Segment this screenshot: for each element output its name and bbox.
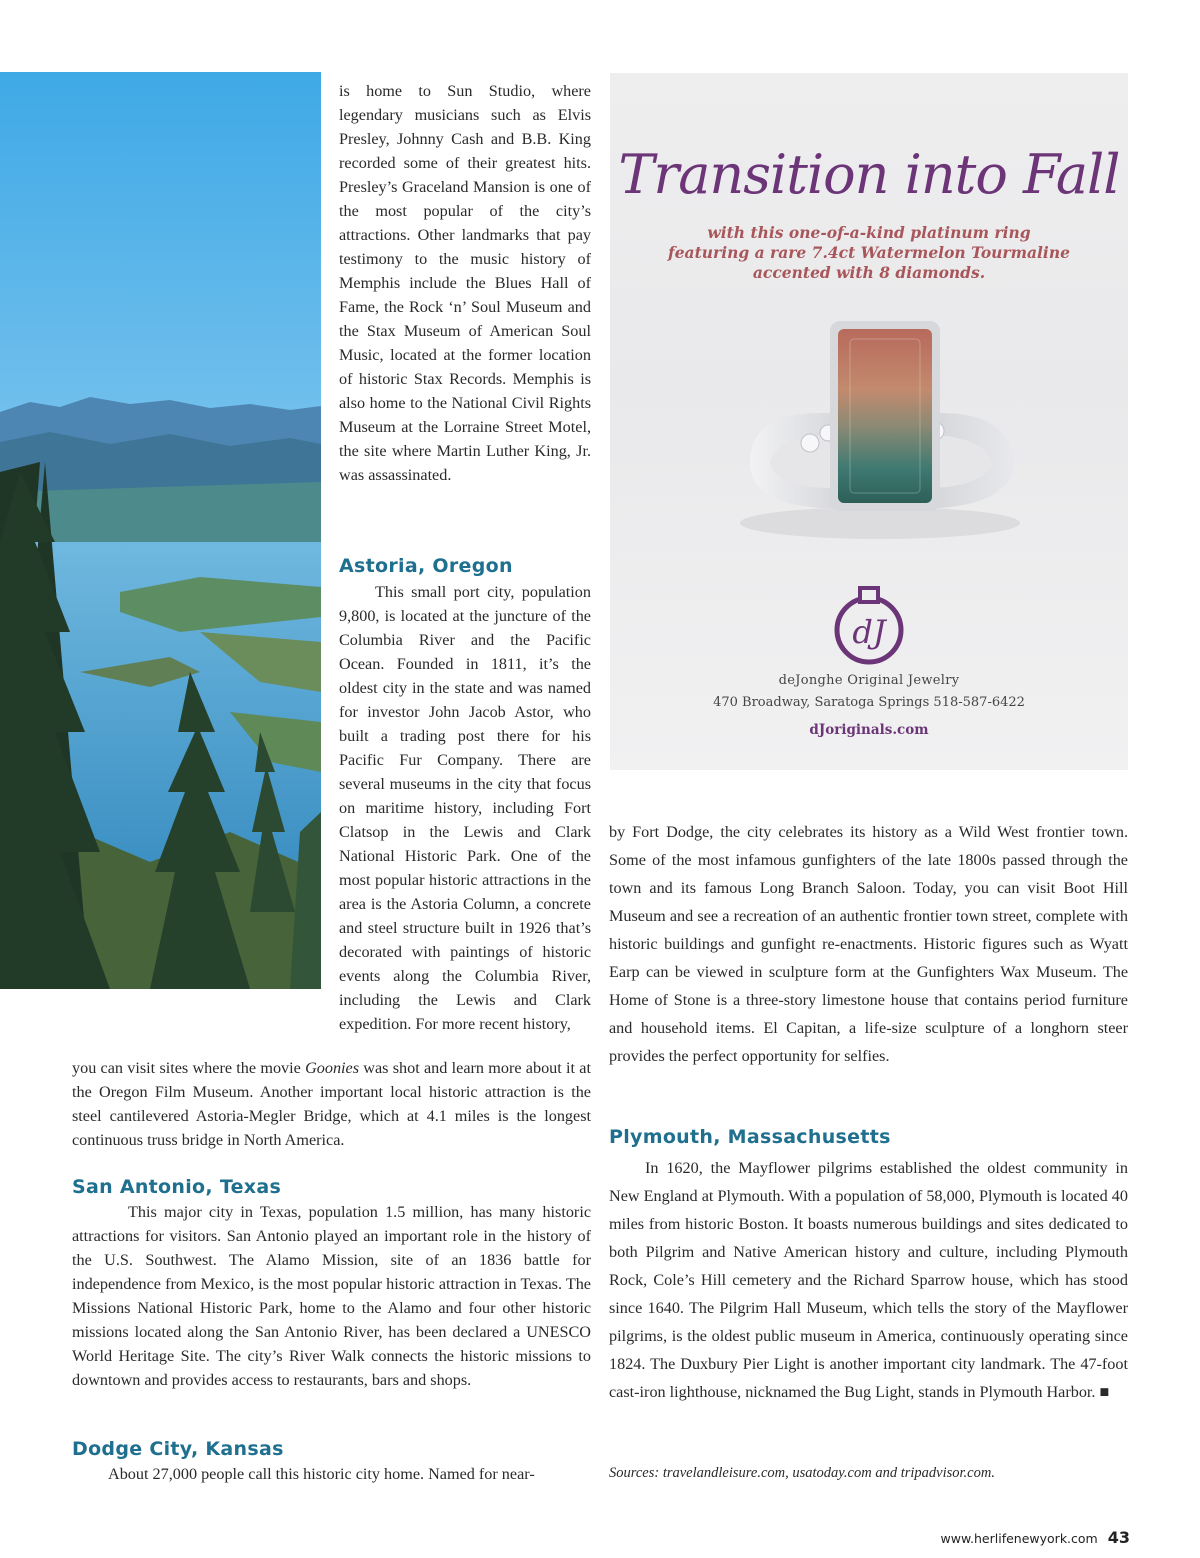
ad-subtitle: with this one-of-a-kind platinum ring featuring a rare 7.4ct Watermelon Tourmaline accented with 8 diamonds. xyxy=(668,223,1070,282)
astoria-heading: Astoria, Oregon xyxy=(339,555,513,577)
landscape-photo xyxy=(0,72,321,989)
plymouth-heading: Plymouth, Massachusetts xyxy=(609,1126,891,1148)
astoria-body-narrow: This small port city, population 9,800, is located at the juncture of the Columbia River and the Pacific Ocean. Founded in 1811, it’s the oldest city in the state and was named for investor John Jacob Astor, who built a trading post there for his Pacific Fur Company. There are several museums in the city that focus on maritime history, including Fort Clatsop in the Lewis and Clark National Historic Park. One of the most popular historic attractions in the area is the Astoria Column, a concrete and steel structure built in 1926 that’s decorated with paintings of historic events along the Columbia River, including the Lewis and Clark expedition. For more recent history, xyxy=(339,583,591,1033)
ad-company-name: deJonghe Original Jewelry xyxy=(778,673,960,688)
dodge-city-body-continued: by Fort Dodge, the city celebrates its history as a Wild West frontier town. Some of the most infamous gunfighters of the late 1800s passed through the town and its famous Long Branch Saloon. Today, you can visit Boot Hill Museum and see a recreation of an authentic frontier town street, complete with historic buildings and gunfight re-enactments. Historic figures such as Wyatt Earp can be viewed in sculpture form at the Gunfighters Wax Museum. The Home of Stone is a three-story limestone house that contains period furniture and household items. El Capitan, a life-size sculpture of a longhorn steer provides the perfect opportunity for selfies. xyxy=(609,823,1128,1065)
san-antonio-heading: San Antonio, Texas xyxy=(72,1176,282,1198)
san-antonio-body: This major city in Texas, population 1.5 million, has many historic attractions for visitors. San Antonio played an important role in the history of the U.S. Southwest. The Alamo Mission, site of an 1836 battle for independence from Mexico, is the most popular historic attraction in Texas. The Missions National Historic Park, home to the Alamo and four other historic missions located along the San Antonio River, has been declared a UNESCO World Heritage Site. The city’s River Walk connects the historic missions to downtown and provides access to restaurants, bars and shops. xyxy=(72,1203,591,1389)
dejonghe-logo-icon xyxy=(832,583,906,669)
page-footer xyxy=(941,1528,1130,1547)
dodge-city-heading: Dodge City, Kansas xyxy=(72,1438,284,1460)
sources-note: Sources: travelandleisure.com, usatoday.com and tripadvisor.com. xyxy=(609,1465,995,1481)
svg-text:dJ: dJ xyxy=(852,613,886,651)
memphis-continuation: is home to Sun Studio, where legendary musicians such as Elvis Presley, Johnny Cash and B.B. King recorded some of their greatest hits. Presley’s Graceland Mansion is one of the most popular of the city’s attractions. Other landmarks that pay testimony to the music history of Memphis include the Blues Hall of Fame, the Rock ‘n’ Soul Museum and the Stax Museum of American Soul Music, located at the former location of historic Stax Records. Memphis is also home to the National Civil Rights Museum at the Lorraine Street Motel, the site where Martin Luther King, Jr. was assassinated. xyxy=(339,82,591,484)
end-mark-icon: ■ xyxy=(1099,1383,1110,1401)
ring-image xyxy=(730,313,1030,553)
page-number: 43 xyxy=(1107,1528,1130,1547)
dodge-city-body-start: About 27,000 people call this historic city home. Named for near- xyxy=(108,1465,535,1483)
goonies-title: Goonies xyxy=(305,1059,360,1077)
jewelry-advertisement xyxy=(610,73,1128,770)
ad-address: 470 Broadway, Saratoga Springs 518-587-6422 xyxy=(713,695,1025,710)
ad-title: Transition into Fall xyxy=(618,143,1120,206)
ad-website-link[interactable]: dJoriginals.com xyxy=(809,722,929,738)
astoria-body-wide: you can visit sites where the movie Goonies was shot and learn more about it at the Oregon Film Museum. Another important local historic attraction is the steel cantilevered Astoria-Megler Bridge, which at 4.1 miles is the longest continuous truss bridge in North America. xyxy=(72,1059,591,1149)
footer-website[interactable]: www.herlifenewyork.com xyxy=(940,1531,1098,1546)
plymouth-body: In 1620, the Mayflower pilgrims established the oldest community in New England at Plymouth. With a population of 58,000, Plymouth is located 40 miles from historic Boston. It boasts numerous buildings and sites dedicated to both Pilgrim and Native American history and culture, including Plymouth Rock, Cole’s Hill cemetery and the Richard Sparrow house, which has stood since 1640. The Pilgrim Hall Museum, which tells the story of the Mayflower pilgrims, is the oldest public museum in America, continuously operating since 1824. The Duxbury Pier Light is another important city landmark. The 47-foot cast-iron lighthouse, nicknamed the Bug Light, stands in Plymouth Harbor. ■ xyxy=(609,1159,1128,1401)
